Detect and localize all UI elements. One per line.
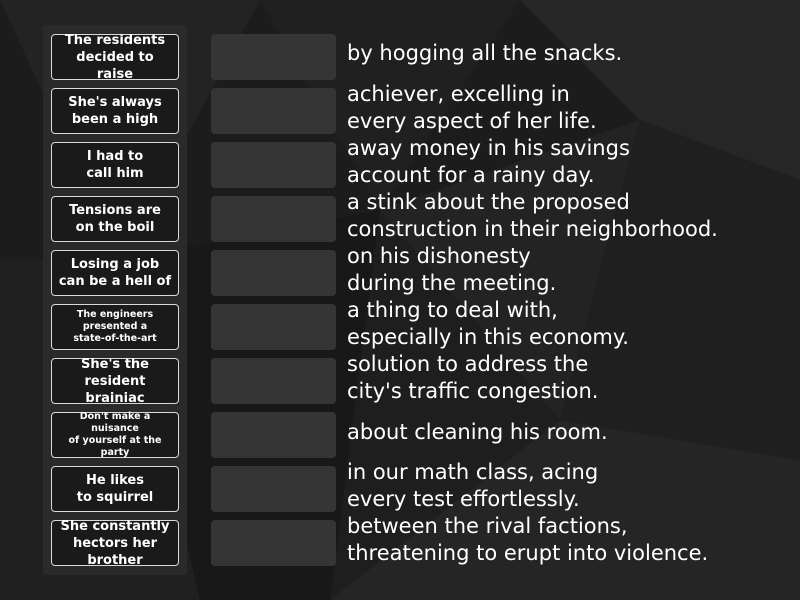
answer-text-3: away money in his savings account for a rainy day. (347, 136, 630, 187)
answer-text-6: a thing to deal with, especially in this economy. (347, 298, 629, 349)
prompt-card-6[interactable]: The engineers presented a state-of-the-art (51, 304, 179, 350)
prompt-card-10[interactable]: She constantly hectors her brother (51, 520, 179, 566)
answer-text-8: about cleaning his room. (347, 420, 608, 444)
prompt-card-7[interactable]: She's the resident brainiac (51, 358, 179, 404)
prompt-card-5[interactable]: Losing a job can be a hell of (51, 250, 179, 296)
drop-slot-3[interactable] (211, 142, 336, 188)
drop-slot-10[interactable] (211, 520, 336, 566)
drop-slot-6[interactable] (211, 304, 336, 350)
drop-slot-9[interactable] (211, 466, 336, 512)
prompt-card-4[interactable]: Tensions are on the boil (51, 196, 179, 242)
prompt-card-8[interactable]: Don't make a nuisance of yourself at the party (51, 412, 179, 458)
drop-slot-5[interactable] (211, 250, 336, 296)
drop-slot-1[interactable] (211, 34, 336, 80)
answer-text-2: achiever, excelling in every aspect of her life. (347, 82, 597, 133)
drop-slot-7[interactable] (211, 358, 336, 404)
answer-text-9: in our math class, acing every test effortlessly. (347, 460, 599, 511)
prompt-card-2[interactable]: She's always been a high (51, 88, 179, 134)
prompt-card-3[interactable]: I had to call him (51, 142, 179, 188)
drop-slot-4[interactable] (211, 196, 336, 242)
prompt-card-9[interactable]: He likes to squirrel (51, 466, 179, 512)
drop-slot-2[interactable] (211, 88, 336, 134)
drop-slot-8[interactable] (211, 412, 336, 458)
answer-text-4: a stink about the proposed construction in their neighborhood. (347, 190, 718, 241)
prompt-card-1[interactable]: The residents decided to raise (51, 34, 179, 80)
answer-text-10: between the rival factions, threatening to erupt into violence. (347, 514, 709, 565)
answer-text-1: by hogging all the snacks. (347, 41, 623, 65)
answer-text-5: on his dishonesty during the meeting. (347, 244, 557, 295)
answer-text-7: solution to address the city's traffic congestion. (347, 352, 599, 403)
